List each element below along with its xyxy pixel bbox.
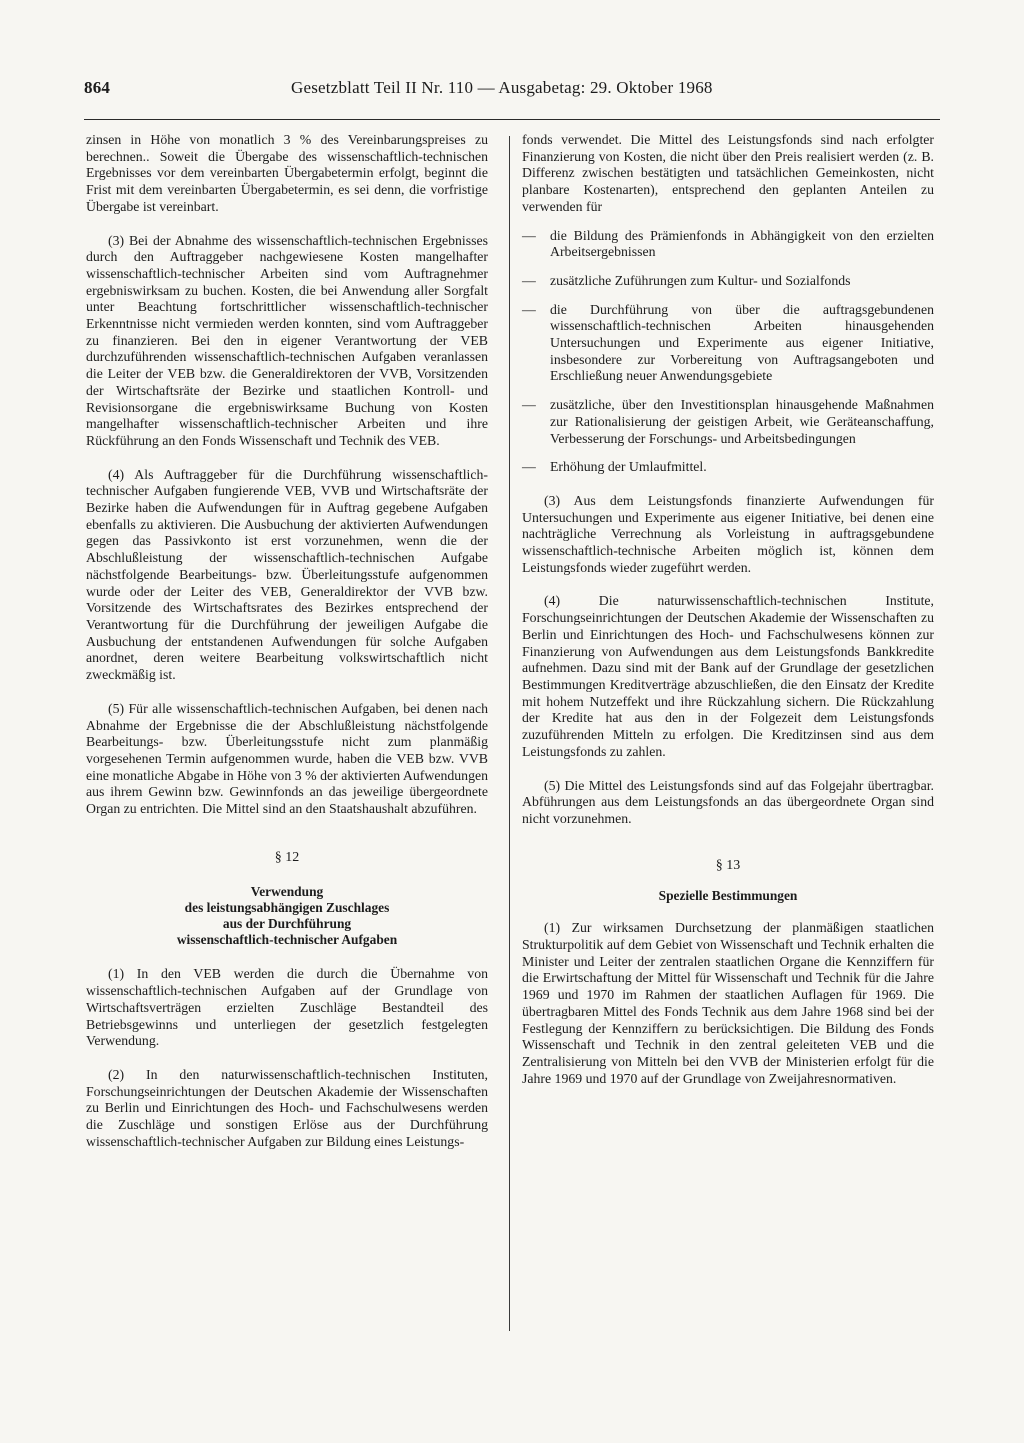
list-item-text: zusätzliche, über den Investitionsplan hinausgehende Maßnahmen zur Rationalisierung der geistigen Arbeit, wie Geräteanschaffung, Verbesserung der Forschungs- und Arbeitsbedingungen [550, 397, 934, 446]
dash-marker: — [522, 272, 536, 288]
dash-marker: — [522, 301, 536, 317]
section-13-title: Spezielle Bestimmungen [658, 888, 798, 904]
section-12-paragraph-2: (2) In den naturwissenschaftlich-technischen Instituten, Forschungseinrichtungen der Deutschen Akademie der Wissenschaften zu Berlin und Einrichtungen des Hoch- und Fachschulwesens werden die Zuschläge und sonstigen Erlöse aus der Durchführung wissenschaftlich-technischer Aufgaben zur Bildung eines Leistungs- [86, 1066, 488, 1149]
paragraph-4-right: (4) Die naturwissenschaftlich-technischen Institute, Forschungseinrichtungen der Deutschen Akademie der Wissenschaften zu Berlin und Einrichtungen des Hoch- und Fachschulwesens können zur Finanzierung von Aufwendungen aus dem Leistungsfonds Bankkredite aufnehmen. Dazu sind mit der Bank auf der Grundlage der gesetzlichen Bestimmungen Kreditverträge abzuschließen, die den Einsatz der Kredite mit hohem Nutzeffekt und ihre Rückzahlung sichern. Die Rückzahlung der Kredite hat aus den in der Folgezeit dem Leistungsfonds zuzuführenden Mitteln zu erfolgen. Die Kreditzinsen sind aus dem Leistungsfonds zu zahlen. [522, 593, 934, 759]
section-13-paragraph-1: (1) Zur wirksamen Durchsetzung der planmäßigen staatlichen Strukturpolitik auf dem Gebiet von Wissenschaft und Technik erhalten die Minister und Leiter der zentralen staatlichen Organe die Kennziffern für die Erwirtschaftung der Mittel für Wissenschaft und Technik für die Jahre 1969 und 1970 im Rahmen der staatlichen Auflagen für 1969. Die übertragbaren Mittel des Fonds Technik aus dem Jahre 1968 sind bei der Festlegung der Kennziffern zu berücksichtigen. Die Bildung des Fonds Wissenschaft und Technik in den zentral geleiteten VEB und die Zentralisierung von Mitteln bei den VVB der Ministerien erfolgt für die Jahre 1969 und 1970 auf der Grundlage von Zweijahresnormativen. [522, 920, 934, 1086]
right-column [522, 132, 934, 1087]
section-13-number: § 13 [715, 857, 741, 873]
paragraph-continuation: zinsen in Höhe von monatlich 3 % des Vereinbarungspreises zu berechnen.. Soweit die Übergabe des wissenschaftlich-technischen Ergebnisses vor dem vereinbarten Übergabetermin erfolgt, beginnt die Frist mit dem vereinbarten Übergabetermin, es sei denn, die vorfristige Übergabe ist vereinbart. [86, 132, 488, 214]
page-header [84, 78, 940, 102]
header-rule [84, 119, 940, 120]
paragraph-continuation-right: fonds verwendet. Die Mittel des Leistungsfonds sind nach erfolgter Finanzierung von Kosten, die nicht über den Preis realisiert werden (z. B. Differenz zwischen bestätigten und tatsächlichen Gemeinkosten, nicht planbare Kostenarten), entsprechend den geplanten Anteilen zu verwenden für [522, 132, 934, 214]
section-12-title-line-1: Verwendung [250, 884, 324, 900]
column-divider [509, 136, 510, 1331]
dash-marker: — [522, 397, 536, 413]
paragraph-5-right: (5) Die Mittel des Leistungsfonds sind auf das Folgejahr übertragbar. Abführungen aus dem Leistungsfonds an das übergeordnete Organ sind nicht vorzunehmen. [522, 777, 934, 826]
running-title: Gesetzblatt Teil II Nr. 110 — Ausgabetag: 29. Oktober 1968 [291, 78, 713, 97]
section-12-number: § 12 [274, 849, 300, 865]
list-item [522, 302, 934, 386]
paragraph-3-right: (3) Aus dem Leistungsfonds finanzierte Aufwendungen für Untersuchungen und Experimente aus eigener Initiative, bei denen eine nachträgliche Verrechnung als Vorleistung in auftragsgebundene wissenschaftlich-technische Arbeiten möglich ist, können dem Leistungsfonds wieder zugeführt werden. [522, 492, 934, 575]
paragraph-5: (5) Für alle wissenschaftlich-technischen Aufgaben, bei denen nach Abnahme der Ergebnisse die der Abschlußleistung nächstfolgende Bearbeitungs- bzw. Überleitungsstufe nicht zum planmäßig vorgesehenen Termin aufgenommen wurde, haben die VEB bzw. VVB eine monatliche Abgabe in Höhe von 3 % der aktivierten Aufwendungen aus ihrem Gewinn bzw. Gewinnfonds an das jeweilige übergeordnete Organ zu entrichten. Die Mittel sind an den Staatshaushalt abzuführen. [86, 700, 488, 817]
paragraph-4: (4) Als Auftraggeber für die Durchführung wissenschaftlich-technischer Aufgaben fungierende VEB, VVB und Wirtschaftsräte der Bezirke haben die Aufwendungen für in Auftrag gegebene Aufgaben ebenfalls zu aktivieren. Die Ausbuchung der aktivierten Aufwendungen gegen das Passivkonto ist erst vorzunehmen, wenn die der Abschlußleistung der wissenschaftlich-technischen Aufgabe nächstfolgende Bearbeitungs- bzw. Überleitungsstufe aufgenommen wurde oder der Leiter des VEB, Generaldirektor der VVB bzw. Vorsitzende des Wirtschaftsrates des Bezirkes entsprechend der Verantwortung für die Durchführung der jeweiligen Aufgabe die Ausbuchung der entstandenen Aufwendungen für solche Aufgaben anordnet, deren weitere Bearbeitung volkswirtschaftlich nicht zweckmäßig ist. [86, 466, 488, 683]
list-item [522, 273, 934, 290]
page-number: 864 [84, 78, 111, 97]
list-item-text: zusätzliche Zuführungen zum Kultur- und Sozialfonds [550, 272, 851, 288]
list-item [522, 228, 934, 261]
list-item-text: Erhöhung der Umlaufmittel. [550, 459, 707, 475]
list-item [522, 397, 934, 447]
dash-marker: — [522, 459, 536, 475]
section-12-title-line-2: des leistungsabhängigen Zuschlages [184, 900, 390, 916]
left-column [86, 132, 488, 1150]
section-12-paragraph-1: (1) In den VEB werden die durch die Übernahme von wissenschaftlich-technischen Aufgaben auf der Grundlage von Wirtschaftsverträgen erzielten Zuschläge Bestandteil des Betriebsgewinns und unterliegen der gesetzlich festgelegten Verwendung. [86, 966, 488, 1049]
list-item-text: die Durchführung von über die auftragsgebundenen wissenschaftlich-technischen Arbeiten hinausgehenden Untersuchungen und Experimente aus eigener Initiative, insbesondere zur Vorbereitung von Auftragsangeboten und Erschließung neuer Anwendungsgebiete [550, 301, 934, 384]
paragraph-3: (3) Bei der Abnahme des wissenschaftlich-technischen Ergebnisses durch den Auftraggeber nachgewiesene Kosten mangelhafter wissenschaftlich-technischer Arbeiten sind vom Auftragnehmer ergebniswirksam zu buchen. Kosten, die bei Anwendung aller Sorgfalt unter Beachtung fortschrittlicher wissenschaftlich-technischer Erkenntnisse nicht vermieden werden konnten, sind vom Auftraggeber zu finanzieren. Bei den in eigener Verantwortung der VEB durchzuführenden wissenschaftlich-technischen Aufgaben veranlassen die Leiter der VEB bzw. die Generaldirektoren der VVB, Vorsitzenden der Wirtschaftsräte der Bezirke und staatlichen Kontroll- und Revisionsorgane die ergebniswirksame Buchung von Kosten mangelhafter wissenschaftlich-technischer Arbeiten und ihre Rückführung an den Fonds Wissenschaft und Technik des VEB. [86, 232, 488, 448]
list-item [522, 459, 934, 476]
section-12-title-line-3: aus der Durchführung [222, 916, 352, 932]
section-12-title-line-4: wissenschaftlich-technischer Aufgaben [176, 932, 398, 948]
dash-marker: — [522, 227, 536, 243]
list-item-text: die Bildung des Prämienfonds in Abhängigkeit von den erzielten Arbeitsergebnissen [550, 227, 934, 260]
